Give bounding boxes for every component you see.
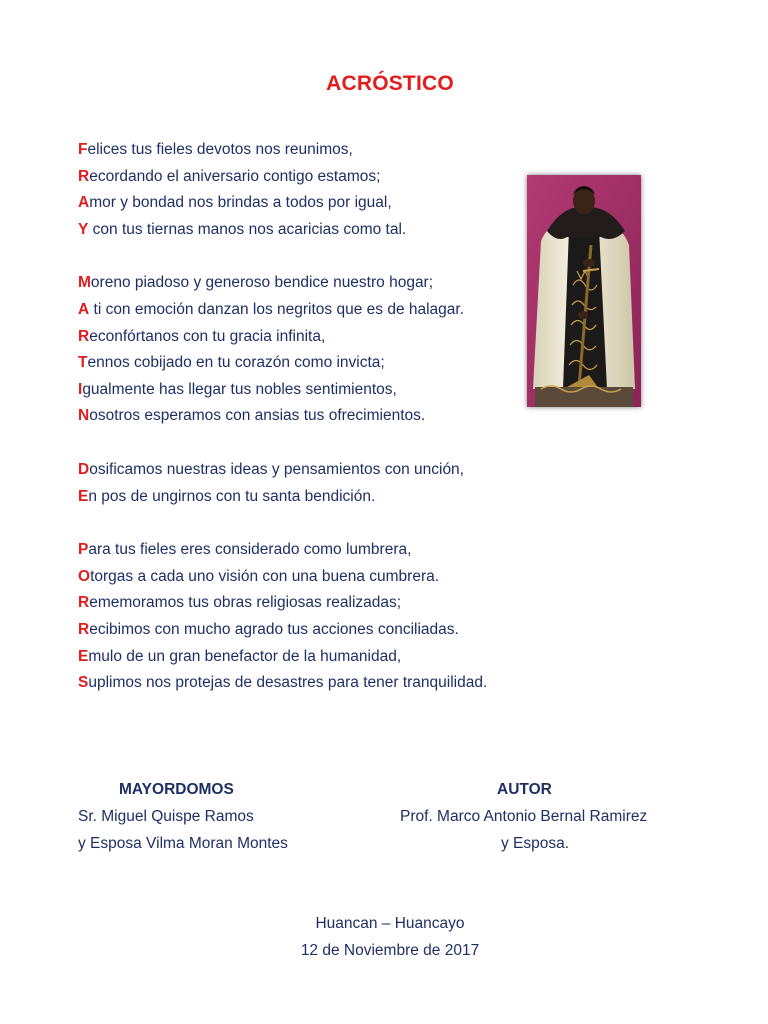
acrostic-poem xyxy=(78,137,538,724)
poem-stanza xyxy=(78,270,538,430)
acrostic-initial: Y xyxy=(78,220,89,238)
footer-date: 12 de Noviembre de 2017 xyxy=(300,942,480,959)
acrostic-initial: R xyxy=(78,327,90,345)
mayordomos-spouse: y Esposa Vilma Moran Montes xyxy=(78,835,288,852)
poem-line xyxy=(78,297,538,324)
poem-line xyxy=(78,564,538,591)
poem-line xyxy=(78,164,538,191)
footer-place: Huancan – Huancayo xyxy=(315,915,465,932)
mayordomos-name: Sr. Miguel Quispe Ramos xyxy=(78,808,254,825)
poem-line xyxy=(78,403,538,430)
poem-line-text: mor y bondad nos brindas a todos por igual, xyxy=(89,194,392,212)
poem-line-text: econfórtanos con tu gracia infinita, xyxy=(89,327,326,345)
poem-line xyxy=(78,644,538,671)
poem-line-text: n pos de ungirnos con tu santa bendición. xyxy=(88,487,376,505)
poem-line xyxy=(78,270,538,297)
poem-line-text: uplimos nos protejas de desastres para tener tranquilidad. xyxy=(88,674,488,692)
poem-line-text: ennos cobijado en tu corazón como invicta; xyxy=(87,354,385,372)
poem-line xyxy=(78,324,538,351)
poem-line xyxy=(78,537,538,564)
poem-line-text: ecibimos con mucho agrado tus acciones conciliadas. xyxy=(89,620,459,638)
acrostic-initial: N xyxy=(78,407,90,425)
poem-line xyxy=(78,350,538,377)
poem-line-text: torgas a cada uno visión con una buena cumbrera. xyxy=(90,567,440,585)
acrostic-initial: R xyxy=(78,594,90,612)
poem-line-text: ara tus fieles eres considerado como lumbrera, xyxy=(88,541,412,559)
acrostic-initial: A xyxy=(78,194,90,212)
poem-line-text: ecordando el aniversario contigo estamos; xyxy=(89,167,381,185)
poem-stanza xyxy=(78,457,538,510)
poem-line xyxy=(78,670,538,697)
acrostic-initial: F xyxy=(78,141,88,158)
acrostic-initial: T xyxy=(78,354,88,372)
poem-line xyxy=(78,190,538,217)
page-title: ACRÓSTICO xyxy=(326,72,454,95)
mayordomos-heading: MAYORDOMOS xyxy=(119,781,234,798)
acrostic-initial: D xyxy=(78,460,90,478)
saint-statue-photo xyxy=(527,175,641,407)
acrostic-initial: M xyxy=(78,274,91,292)
poem-line xyxy=(78,217,538,244)
acrostic-initial: E xyxy=(78,487,89,505)
acrostic-initial: A xyxy=(78,300,90,318)
poem-line-text: oreno piadoso y generoso bendice nuestro hogar; xyxy=(90,274,434,292)
acrostic-initial: E xyxy=(78,647,89,665)
poem-line-text: con tus tiernas manos nos acaricias como tal. xyxy=(88,220,407,238)
acrostic-initial: R xyxy=(78,167,90,185)
poem-line-text: mulo de un gran benefactor de la humanidad, xyxy=(88,647,402,665)
poem-line xyxy=(78,617,538,644)
autor-spouse: y Esposa. xyxy=(501,835,570,852)
poem-line xyxy=(78,377,538,404)
acrostic-initial: P xyxy=(78,541,89,559)
acrostic-initial: S xyxy=(78,674,89,692)
poem-line xyxy=(78,484,538,511)
poem-line-text: elices tus fieles devotos nos reunimos, xyxy=(87,141,353,158)
footer xyxy=(0,910,768,964)
poem-stanza xyxy=(78,137,538,243)
autor-name: Prof. Marco Antonio Bernal Ramirez xyxy=(400,808,648,825)
mayordomos-column xyxy=(78,776,358,857)
poem-line-text: osificamos nuestras ideas y pensamientos con unción, xyxy=(89,460,464,478)
poem-line-text: osotros esperamos con ansias tus ofrecimientos. xyxy=(89,407,426,425)
acrostic-initial: R xyxy=(78,620,90,638)
poem-stanza xyxy=(78,537,538,697)
poem-line-text: ti con emoción danzan los negritos que es de halagar. xyxy=(89,300,465,318)
poem-line xyxy=(78,590,538,617)
poem-line xyxy=(78,137,538,164)
autor-heading: AUTOR xyxy=(497,781,552,798)
acrostic-initial: I xyxy=(78,380,83,398)
poem-line xyxy=(78,457,538,484)
acrostic-initial: O xyxy=(78,567,91,585)
poem-line-text: gualmente has llegar tus nobles sentimientos, xyxy=(82,380,397,398)
autor-column xyxy=(400,776,700,857)
poem-line-text: ememoramos tus obras religiosas realizadas; xyxy=(89,594,402,612)
